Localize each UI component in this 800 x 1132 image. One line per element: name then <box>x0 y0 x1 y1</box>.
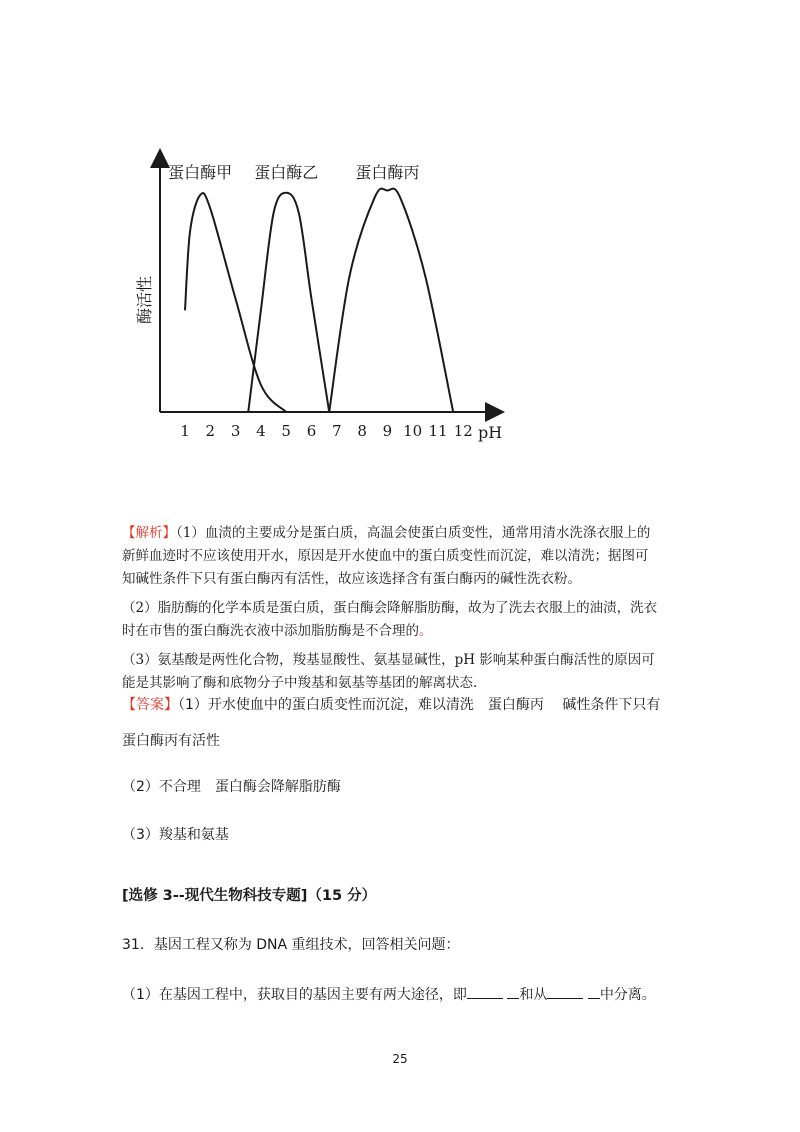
x-tick-label: 11 <box>428 422 448 440</box>
answer-blank-2b[interactable] <box>588 984 600 999</box>
x-tick-label: 4 <box>256 422 266 440</box>
x-tick-label: 10 <box>403 422 423 440</box>
answer-tag: 【答案】 <box>122 697 178 713</box>
x-tick-label: 8 <box>357 422 367 440</box>
analysis-section <box>122 522 682 695</box>
analysis-p1-line3: 知碱性条件下只有蛋白酶丙有活性，故应该选择含有蛋白酶丙的碱性洗衣粉。 <box>122 571 581 587</box>
series-label-1: 蛋白酶甲 <box>168 163 233 182</box>
x-tick-label: 12 <box>453 422 473 440</box>
analysis-p3-line1: （3）氨基酸是两性化合物，羧基显酸性、氨基显碱性，pH 影响某种蛋白酶活性的原因可 <box>122 652 655 668</box>
q31-1-text-a: （1）在基因工程中，获取目的基因主要有两大途径，即 <box>122 987 467 1003</box>
x-tick-label: 1 <box>180 422 190 440</box>
analysis-p2-mark: 。 <box>419 623 433 639</box>
question-31-part1 <box>122 984 722 1004</box>
q31-1-text-c: 中分离。 <box>599 987 656 1003</box>
section-heading: [选修 3--现代生物科技专题]（15 分） <box>122 888 377 904</box>
answer-1-line1: （1）开水使血中的蛋白质变性而沉淀，难以清洗 蛋白酶丙 碱性条件下只有 <box>178 697 661 713</box>
answer-section <box>122 694 722 844</box>
x-axis-label: pH <box>478 423 503 442</box>
q31-1-text-b: 和从 <box>519 987 548 1003</box>
analysis-p2-line2: 时在市售的蛋白酶洗衣液中添加脂肪酶是不合理的 <box>122 623 419 639</box>
x-tick-label: 3 <box>230 422 241 440</box>
analysis-tag: 【解析】 <box>122 525 176 541</box>
question-31: 31．基因工程又称为 DNA 重组技术，回答相关问题： <box>122 937 460 953</box>
analysis-p1-line1: （1）血渍的主要成分是蛋白质，高温会使蛋白质变性，通常用清水洗涤衣服上的 <box>176 525 651 541</box>
answer-blank-1[interactable] <box>467 984 503 999</box>
analysis-p3-line2: 能是其影响了酶和底物分子中羧基和氨基等基团的解离状态. <box>122 675 478 691</box>
x-tick-label: 9 <box>382 422 393 440</box>
answer-2: （2）不合理 蛋白酶会降解脂肪酶 <box>122 779 341 795</box>
y-axis-label: 酶活性 <box>135 275 154 325</box>
analysis-p2-line1: （2）脂肪酶的化学本质是蛋白质，蛋白酶会降解脂肪酶，故为了洗去衣服上的油渍，洗衣 <box>122 600 658 616</box>
answer-1-line2: 蛋白酶丙有活性 <box>122 733 220 749</box>
x-tick-label: 6 <box>306 422 317 440</box>
series-label-3: 蛋白酶丙 <box>355 163 420 182</box>
analysis-p1-line2: 新鲜血迹时不应该使用开水，原因是开水使血中的蛋白质变性而沉淀，难以清洗；据图可 <box>122 548 649 564</box>
series-label-2: 蛋白酶乙 <box>254 163 319 182</box>
series-curve-3 <box>329 189 453 412</box>
x-tick-label: 5 <box>281 422 291 440</box>
answer-blank-2[interactable] <box>547 984 583 999</box>
series-curve-2 <box>248 193 329 412</box>
enzyme-activity-chart <box>135 150 520 450</box>
page-number: 25 <box>392 1052 408 1066</box>
x-tick-label: 2 <box>205 422 216 440</box>
x-tick-label: 7 <box>332 422 342 440</box>
answer-3: （3）羧基和氨基 <box>122 827 229 843</box>
answer-blank-1b[interactable] <box>507 984 519 999</box>
